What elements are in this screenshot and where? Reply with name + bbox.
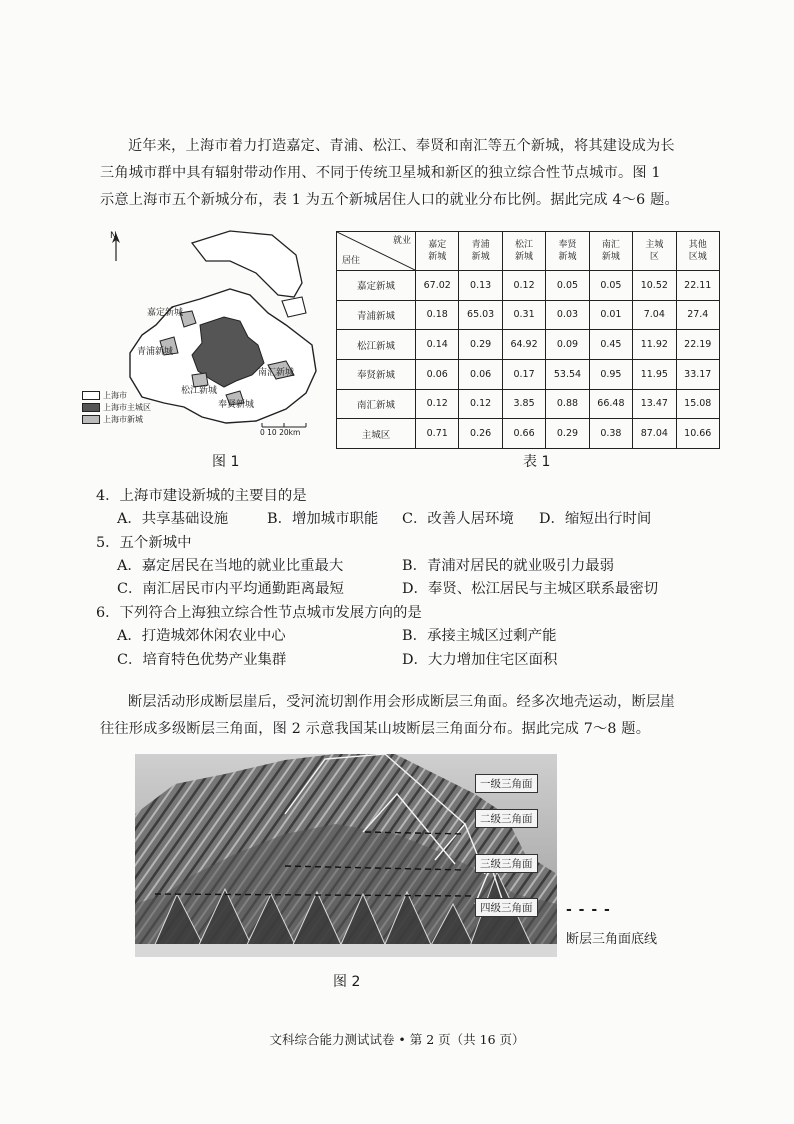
q5-option-c[interactable]: C．南汇居民市内平均通勤距离最短 <box>117 581 344 597</box>
table-cell: 0.01 <box>589 300 632 330</box>
page-footer: 文科综合能力测试试卷 • 第 2 页（共 16 页） <box>269 1032 525 1047</box>
facet-label-1: 一级三角面 <box>475 774 538 793</box>
column-header: 南汇 新城 <box>589 232 632 271</box>
intro-line: 断层活动形成断层崖后，受河流切割作用会形成断层三角面。经多次地壳运动，断层崖 <box>128 694 675 710</box>
table-row <box>337 359 720 389</box>
question-4-stem: 4．上海市建设新城的主要目的是 <box>96 488 307 504</box>
table-cell: 22.11 <box>676 271 719 301</box>
row-header: 南汇新城 <box>337 389 416 419</box>
facet-label-3: 三级三角面 <box>475 854 538 873</box>
table-cell: 7.04 <box>633 300 676 330</box>
question-6-stem: 6．下列符合上海独立综合性节点城市发展方向的是 <box>96 605 422 621</box>
table-row <box>337 300 720 330</box>
row-header: 主城区 <box>337 419 416 449</box>
table-cell: 87.04 <box>633 419 676 449</box>
q6-option-b[interactable]: B．承接主城区过剩产能 <box>402 628 557 644</box>
table-cell: 3.85 <box>502 389 545 419</box>
figure-1-map <box>80 225 330 440</box>
table-cell: 0.29 <box>546 419 589 449</box>
dashed-line-symbol: - - - - <box>566 902 611 918</box>
table-cell: 15.08 <box>676 389 719 419</box>
row-header: 嘉定新城 <box>337 271 416 301</box>
table-cell: 0.29 <box>459 330 502 360</box>
column-header: 其他 区城 <box>676 232 719 271</box>
table-cell: 65.03 <box>459 300 502 330</box>
facet-label-2: 二级三角面 <box>475 809 538 828</box>
table-cell: 11.95 <box>633 359 676 389</box>
chongming-island <box>192 231 302 297</box>
table-cell: 0.18 <box>416 300 459 330</box>
row-header: 松江新城 <box>337 330 416 360</box>
row-header: 奉贤新城 <box>337 359 416 389</box>
table-cell: 0.12 <box>459 389 502 419</box>
table-cell: 0.12 <box>416 389 459 419</box>
north-label: N <box>110 231 117 241</box>
figure-2-photo <box>135 754 557 957</box>
table-cell: 0.14 <box>416 330 459 360</box>
table-cell: 0.09 <box>546 330 589 360</box>
table-cell: 0.13 <box>459 271 502 301</box>
table-row <box>337 271 720 301</box>
facet-label-4: 四级三角面 <box>475 898 538 917</box>
nanhui-label: 南汇新城 <box>258 368 295 378</box>
legend-new-city: 上海市新城 <box>82 414 143 425</box>
table-cell: 0.45 <box>589 330 632 360</box>
column-header: 主城 区 <box>633 232 676 271</box>
jiading-label: 嘉定新城 <box>147 308 184 318</box>
figure-2-caption: 图 2 <box>333 974 361 990</box>
q6-option-a[interactable]: A．打造城郊休闲农业中心 <box>117 628 286 644</box>
table-cell: 13.47 <box>633 389 676 419</box>
songjiang-label: 松江新城 <box>181 386 218 396</box>
corner-residence-label: 居住 <box>342 256 361 266</box>
figure-1-caption: 图 1 <box>212 454 240 470</box>
table-cell: 10.66 <box>676 419 719 449</box>
table-cell: 11.92 <box>633 330 676 360</box>
table-cell: 27.4 <box>676 300 719 330</box>
row-header: 青浦新城 <box>337 300 416 330</box>
q6-option-d[interactable]: D．大力增加住宅区面积 <box>402 652 558 668</box>
table-cell: 0.38 <box>589 419 632 449</box>
table-cell: 66.48 <box>589 389 632 419</box>
table-cell: 0.88 <box>546 389 589 419</box>
q4-option-a[interactable]: A．共享基础设施 <box>117 511 229 527</box>
table-corner-cell <box>337 232 416 271</box>
table-cell: 0.31 <box>502 300 545 330</box>
q4-option-d[interactable]: D．缩短出行时间 <box>539 511 652 527</box>
table-1-caption: 表 1 <box>523 454 551 470</box>
table-cell: 0.95 <box>589 359 632 389</box>
question-5-stem: 5．五个新城中 <box>96 535 192 551</box>
table-row <box>337 330 720 360</box>
q5-option-b[interactable]: B．青浦对居民的就业吸引力最弱 <box>402 558 615 574</box>
table-cell: 0.06 <box>459 359 502 389</box>
table-cell: 22.19 <box>676 330 719 360</box>
table-row <box>337 419 720 449</box>
fengxian-label: 奉贤新城 <box>218 400 255 410</box>
q5-option-d[interactable]: D．奉贤、松江居民与主城区联系最密切 <box>402 581 659 597</box>
intro-line: 三角城市群中具有辐射带动作用、不同于传统卫星城和新区的独立综合性节点城市。图 1 <box>100 165 661 181</box>
q4-option-c[interactable]: C．改善人居环境 <box>402 511 514 527</box>
column-header: 松江 新城 <box>502 232 545 271</box>
q6-option-c[interactable]: C．培育特色优势产业集群 <box>117 652 287 668</box>
table-cell: 0.05 <box>589 271 632 301</box>
column-header: 青浦 新城 <box>459 232 502 271</box>
qingpu-label: 青浦新城 <box>137 347 174 357</box>
table-cell: 0.06 <box>416 359 459 389</box>
dashed-line-legend: 断层三角面底线 <box>566 932 658 947</box>
table-cell: 64.92 <box>502 330 545 360</box>
table-row <box>337 389 720 419</box>
table-cell: 0.71 <box>416 419 459 449</box>
column-header: 嘉定 新城 <box>416 232 459 271</box>
table-cell: 0.12 <box>502 271 545 301</box>
table-cell: 0.03 <box>546 300 589 330</box>
table-cell: 0.66 <box>502 419 545 449</box>
intro-line: 示意上海市五个新城分布，表 1 为五个新城居住人口的就业分布比例。据此完成 4～6 题。 <box>100 192 679 208</box>
table-cell: 33.17 <box>676 359 719 389</box>
intro-paragraph-2 <box>100 689 700 743</box>
legend-shanghai: 上海市 <box>82 390 127 401</box>
table-cell: 0.26 <box>459 419 502 449</box>
column-header: 奉贤 新城 <box>546 232 589 271</box>
intro-paragraph-1 <box>100 133 700 214</box>
intro-line: 近年来，上海市着力打造嘉定、青浦、松江、奉贤和南汇等五个新城，将其建设成为长 <box>128 138 675 154</box>
legend-main-urban: 上海市主城区 <box>82 402 151 413</box>
corner-employment-label: 就业 <box>392 236 411 246</box>
table-cell: 0.17 <box>502 359 545 389</box>
map-scale: 0 10 20km <box>260 428 301 437</box>
table-cell: 67.02 <box>416 271 459 301</box>
intro-line: 往往形成多级断层三角面，图 2 示意我国某山坡断层三角面分布。据此完成 7～8 题。 <box>100 721 651 737</box>
table-header-row <box>337 232 720 271</box>
q5-option-a[interactable]: A．嘉定居民在当地的就业比重最大 <box>117 558 344 574</box>
employment-table <box>336 231 720 449</box>
table-cell: 10.52 <box>633 271 676 301</box>
table-cell: 0.05 <box>546 271 589 301</box>
q4-option-b[interactable]: B．增加城市职能 <box>267 511 379 527</box>
table-cell: 53.54 <box>546 359 589 389</box>
